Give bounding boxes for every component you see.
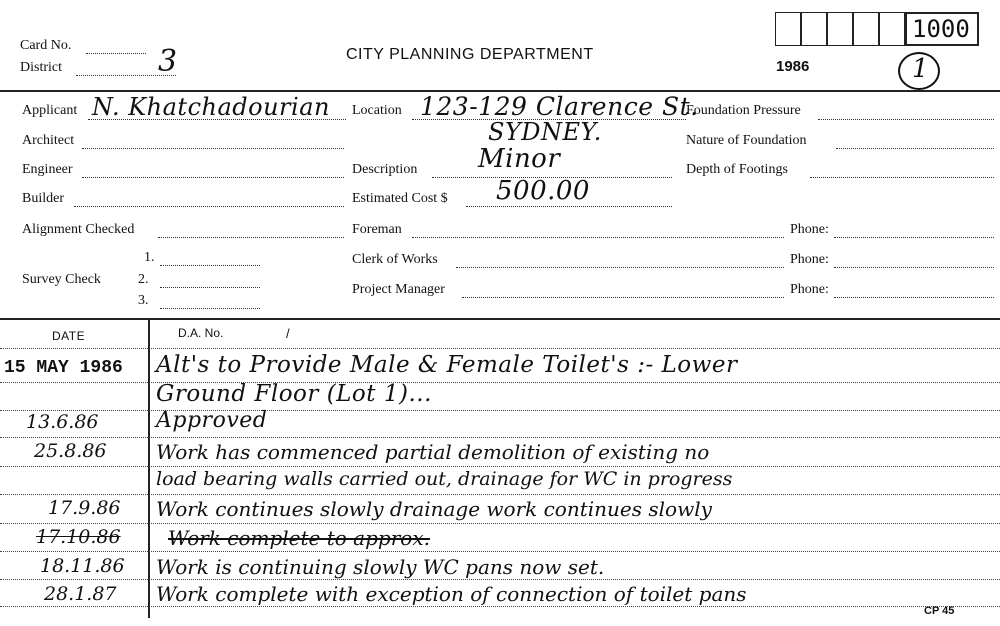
entry-date: 25.8.86 bbox=[34, 440, 107, 462]
entry-text: Work is continuing slowly WC pans now set. bbox=[156, 555, 605, 579]
entry-date-struck: 17.10.86 bbox=[36, 526, 121, 548]
applicant-label: Applicant bbox=[22, 103, 78, 118]
department-title: CITY PLANNING DEPARTMENT bbox=[346, 46, 594, 63]
entry-date: 17.9.86 bbox=[48, 497, 121, 519]
entry-text: load bearing walls carried out, drainage for WC in progress bbox=[156, 468, 733, 490]
foreman-label: Foreman bbox=[352, 222, 402, 237]
entry-text: Alt's to Provide Male & Female Toilet's :- Lower bbox=[156, 352, 738, 378]
circled-number: 1 bbox=[912, 54, 930, 84]
year: 1986 bbox=[776, 58, 810, 75]
applicant-value: N. Khatchadourian bbox=[92, 93, 330, 121]
da-value: / bbox=[286, 326, 290, 341]
card-number: 1000 bbox=[912, 15, 970, 43]
builder-label: Builder bbox=[22, 191, 64, 206]
location-value-2: SYDNEY. bbox=[488, 118, 602, 146]
entry-text: Work complete with exception of connection of toilet pans bbox=[156, 582, 747, 606]
location-value: 123-129 Clarence St. bbox=[420, 92, 699, 121]
entry-date: 18.11.86 bbox=[40, 555, 125, 577]
survey-1: 1. bbox=[144, 250, 155, 265]
entry-text: Ground Floor (Lot 1)... bbox=[156, 381, 432, 407]
pm-phone-label: Phone: bbox=[790, 282, 829, 297]
survey-3: 3. bbox=[138, 293, 149, 308]
entry-text-struck: Work complete to approx. bbox=[168, 526, 430, 550]
date-header: DATE bbox=[52, 329, 86, 343]
entry-text: Work continues slowly drainage work continues slowly bbox=[156, 497, 712, 521]
survey-2: 2. bbox=[138, 272, 149, 287]
entry-date: 28.1.87 bbox=[44, 583, 117, 605]
cost-value: 500.00 bbox=[496, 176, 590, 206]
entry-date: 15 MAY 1986 bbox=[4, 358, 123, 378]
date-column-divider bbox=[148, 318, 150, 618]
description-label: Description bbox=[352, 162, 418, 177]
district-label: District bbox=[20, 60, 62, 75]
description-value: Minor bbox=[478, 144, 561, 174]
nature-foundation-label: Nature of Foundation bbox=[686, 133, 807, 148]
number-boxes bbox=[775, 12, 905, 46]
cost-label: Estimated Cost $ bbox=[352, 191, 448, 206]
alignment-label: Alignment Checked bbox=[22, 222, 135, 237]
log-top-border bbox=[0, 318, 1000, 320]
architect-label: Architect bbox=[22, 133, 75, 148]
card-no-value: 3 bbox=[158, 44, 178, 79]
foundation-pressure-label: Foundation Pressure bbox=[686, 103, 801, 118]
foreman-phone-label: Phone: bbox=[790, 222, 829, 237]
card-no-label: Card No. bbox=[20, 38, 72, 53]
card-no-line bbox=[86, 53, 146, 54]
depth-footings-label: Depth of Footings bbox=[686, 162, 788, 177]
survey-label: Survey Check bbox=[22, 272, 101, 287]
project-manager-label: Project Manager bbox=[352, 282, 445, 297]
clerk-label: Clerk of Works bbox=[352, 252, 438, 267]
entry-date: 13.6.86 bbox=[26, 411, 99, 433]
engineer-label: Engineer bbox=[22, 162, 73, 177]
clerk-phone-label: Phone: bbox=[790, 252, 829, 267]
form-code: CP 45 bbox=[924, 605, 955, 617]
da-header: D.A. No. bbox=[178, 326, 224, 340]
entry-text: Approved bbox=[156, 408, 268, 433]
entry-text: Work has commenced partial demolition of existing no bbox=[156, 440, 710, 464]
location-label: Location bbox=[352, 103, 402, 118]
